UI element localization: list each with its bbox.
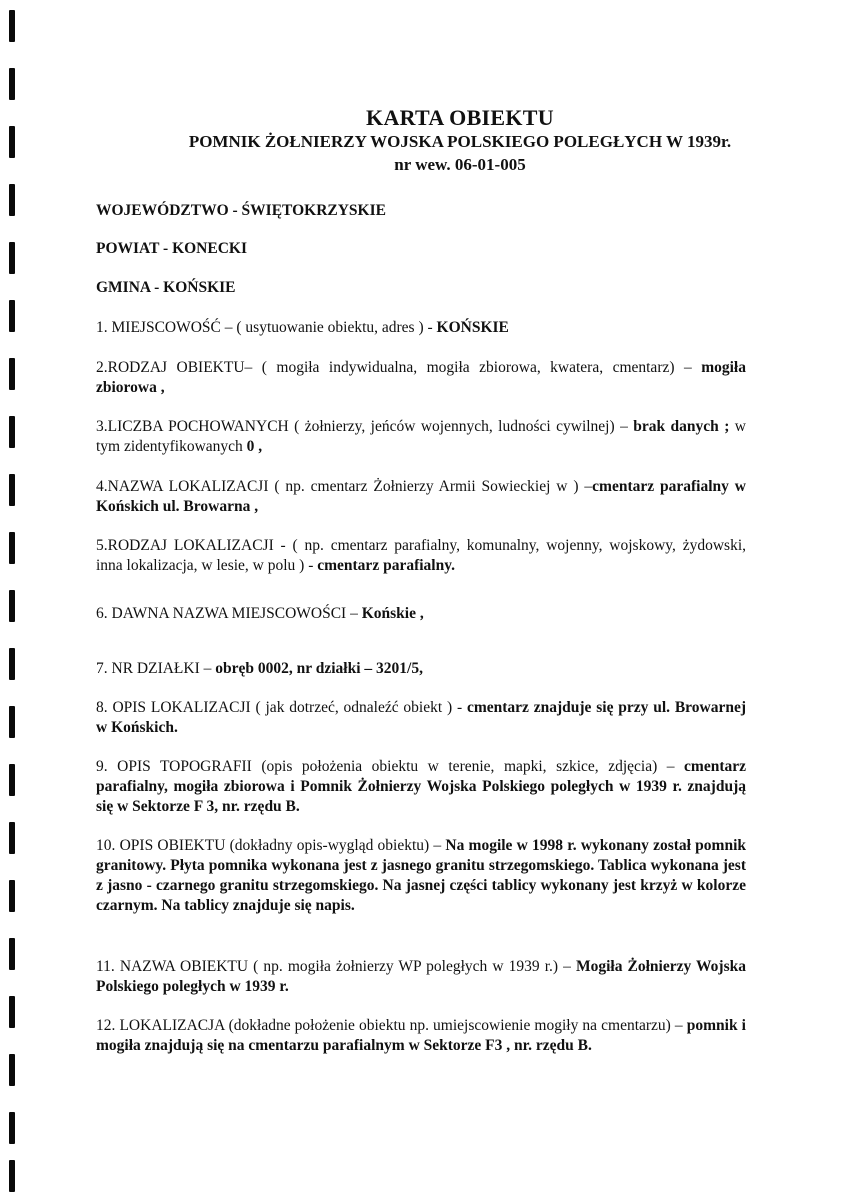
field-label: 3.LICZBA POCHOWANYCH ( żołnierzy, jeńców wojennych, ludności cywilnej) –: [96, 418, 634, 435]
county: POWIAT - KONECKI: [96, 240, 247, 257]
field-label: 10. OPIS OBIEKTU (dokładny opis-wygląd obiektu) –: [96, 837, 446, 854]
binding-hole: [9, 1054, 15, 1086]
field-label: 8. OPIS LOKALIZACJI ( jak dotrzeć, odnaleźć obiekt ) -: [96, 699, 467, 716]
binding-hole: [9, 764, 15, 796]
binding-hole: [9, 996, 15, 1028]
field-label: 5.RODZAJ LOKALIZACJI - ( np. cmentarz parafialny, komunalny, wojenny, wojskowy, żydowski, inna lokalizacja, w lesie, w polu ) -: [96, 537, 746, 574]
binding-hole: [9, 822, 15, 854]
document-title: KARTA OBIEKTU: [366, 105, 554, 130]
field-label: 2.RODZAJ OBIEKTU– ( mogiła indywidualna, mogiła zbiorowa, kwatera, cmentarz) –: [96, 359, 702, 376]
binding-hole: [9, 184, 15, 216]
commune: GMINA - KOŃSKIE: [96, 279, 236, 296]
field-value: cmentarz parafialny, mogiła zbiorowa i Pomnik Żołnierzy Wojska Polskiego poległych w 1939 r. znajdują się w Sektorze F 3, nr. rzędu B.: [96, 758, 746, 815]
binding-hole: [9, 880, 15, 912]
field-object-type: [96, 358, 746, 398]
field-value: cmentarz parafialny w Końskich ul. Browarna ,: [96, 478, 746, 515]
field-value: KOŃSKIE: [436, 319, 509, 336]
field-label: 7. NR DZIAŁKI –: [96, 660, 216, 677]
voivodeship: WOJEWÓDZTWO - ŚWIĘTOKRZYSKIE: [96, 202, 386, 219]
binding-hole: [9, 1112, 15, 1144]
field-value: Na mogile w 1998 r. wykonany został pomnik granitowy. Płyta pomnika wykonana jest z jasnego granitu strzegomskiego. Tablica wykonana jest z jasno - czarnego granitu strzegomskiego. Na jasnej części tablicy wykonany jest krzyż w kolorze czarnym. Na tablicy znajduje się napis.: [96, 837, 747, 914]
field-label: 11. NAZWA OBIEKTU ( np. mogiła żołnierzy WP poległych w 1939 r.) –: [96, 958, 576, 975]
field-object-name: [96, 957, 746, 997]
binding-hole: [9, 1160, 15, 1192]
field-value: brak danych ;: [633, 418, 730, 435]
field-value: obręb 0002, nr działki – 3201/5,: [215, 660, 423, 677]
binding-hole: [9, 474, 15, 506]
field-topography: [96, 757, 746, 817]
field-label: 4.NAZWA LOKALIZACJI ( np. cmentarz Żołnierzy Armii Sowieckiej w ) –: [96, 478, 593, 495]
binding-hole: [9, 648, 15, 680]
field-exact-location: [96, 1016, 746, 1056]
field-label: 6. DAWNA NAZWA MIEJSCOWOŚCI –: [96, 605, 362, 622]
binding-hole: [9, 68, 15, 100]
binding-hole: [9, 300, 15, 332]
binding-hole: [9, 416, 15, 448]
field-location-type: [96, 536, 746, 576]
binding-hole: [9, 358, 15, 390]
field-locality: [96, 318, 746, 338]
reference-number: nr wew. 06-01-005: [394, 155, 526, 174]
binding-hole: [9, 126, 15, 158]
binding-hole: [9, 938, 15, 970]
binding-holes: [0, 0, 60, 1198]
field-plot-number: [96, 659, 746, 679]
field-value: Mogiła Żołnierzy Wojska Polskiego poległych w 1939 r.: [96, 958, 746, 995]
field-buried-count: [96, 417, 746, 457]
binding-hole: [9, 706, 15, 738]
field-location-description: [96, 698, 746, 738]
field-value: Końskie ,: [361, 605, 424, 622]
field-former-name: [96, 604, 746, 624]
field-value: pomnik i mogiła znajdują się na cmentarzu parafialnym w Sektorze F3 , nr. rzędu B.: [96, 1017, 746, 1054]
field-object-description: [96, 836, 746, 916]
binding-hole: [9, 242, 15, 274]
field-label: 1. MIEJSCOWOŚĆ – ( usytuowanie obiektu, adres ) -: [96, 319, 437, 336]
document-subtitle: POMNIK ŻOŁNIERZY WOJSKA POLSKIEGO POLEGŁYCH W 1939r.: [188, 132, 732, 151]
field-label: 9. OPIS TOPOGRAFII (opis położenia obiektu w terenie, mapki, szkice, zdjęcia) –: [96, 758, 685, 775]
field-suffix: w tym zidentyfikowanych: [96, 418, 746, 455]
field-label: 12. LOKALIZACJA (dokładne położenie obiektu np. umiejscowienie mogiły na cmentarzu) –: [96, 1017, 687, 1034]
field-value-identified: 0 ,: [246, 438, 263, 455]
field-value: mogiła zbiorowa ,: [96, 359, 746, 396]
field-value: cmentarz parafialny.: [317, 557, 455, 574]
field-value: cmentarz znajduje się przy ul. Browarnej w Końskich.: [96, 699, 746, 736]
binding-hole: [9, 10, 15, 42]
binding-hole: [9, 590, 15, 622]
binding-hole: [9, 532, 15, 564]
field-location-name: [96, 477, 746, 517]
